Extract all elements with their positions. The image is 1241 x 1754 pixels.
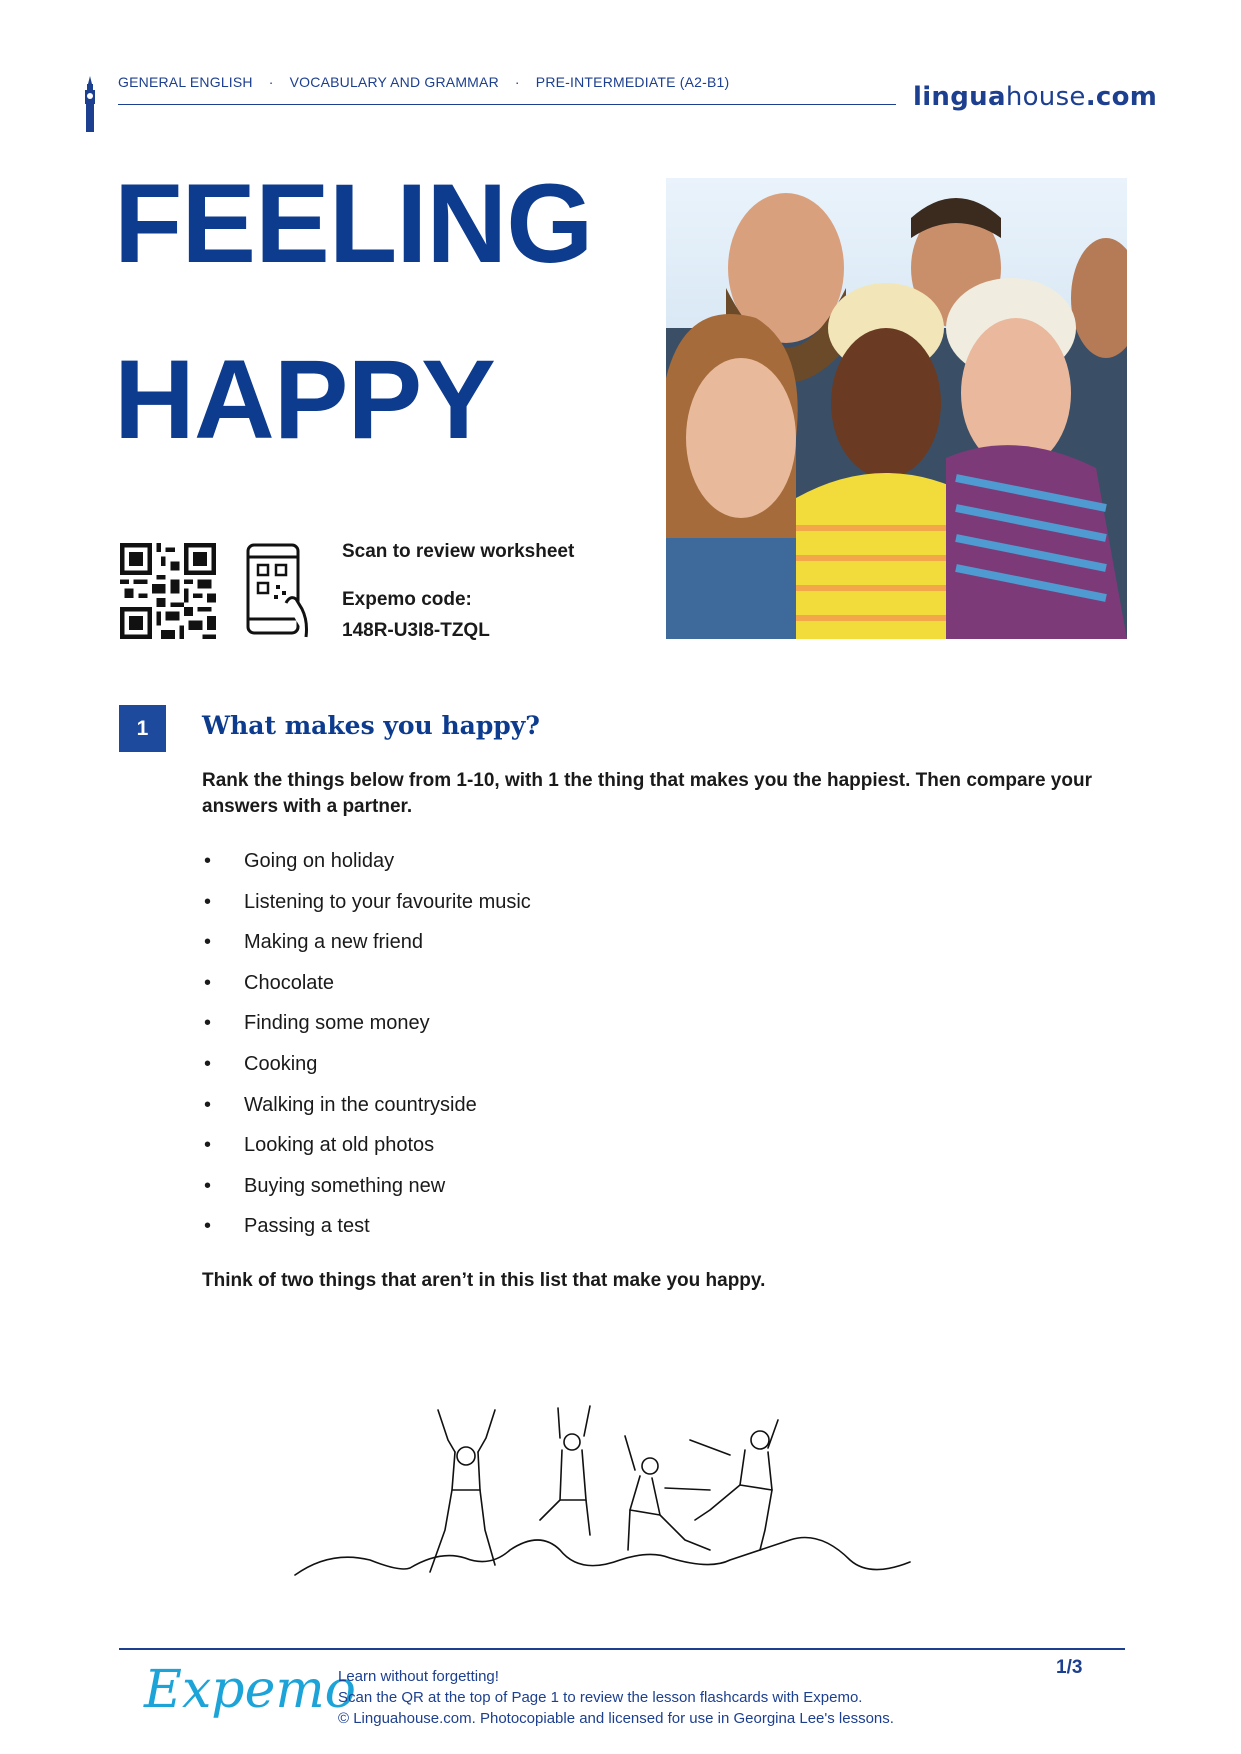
list-item bbox=[202, 1211, 531, 1252]
list-item-text: Chocolate bbox=[244, 971, 335, 994]
expemo-code-value: 148R-U3I8-TZQL bbox=[342, 620, 490, 641]
big-ben-icon bbox=[82, 76, 98, 132]
bullet-icon: • bbox=[204, 850, 212, 872]
breadcrumb bbox=[118, 74, 729, 90]
breadcrumb-separator: · bbox=[268, 74, 274, 90]
list-item bbox=[202, 887, 531, 928]
section-instructions: Rank the things below from 1-10, with 1 the thing that makes you the happiest. Then compare your answers with a partner. bbox=[202, 770, 1092, 817]
phone-scan-icon bbox=[246, 543, 310, 639]
list-item bbox=[202, 1171, 531, 1212]
linguahouse-logo[interactable]: linguahouse.com bbox=[913, 82, 1158, 112]
bullet-icon: • bbox=[204, 1134, 212, 1157]
list-item bbox=[202, 927, 531, 968]
footer-copyright: © Linguahouse.com. Photocopiable and licensed for use in Georgina Lee's lessons. bbox=[338, 1710, 894, 1727]
scan-to-review-label: Scan to review worksheet bbox=[342, 541, 575, 562]
list-item bbox=[202, 968, 531, 1009]
list-item bbox=[202, 846, 531, 887]
breadcrumb-level-1: GENERAL ENGLISH bbox=[118, 74, 253, 90]
header-divider bbox=[118, 104, 896, 105]
followup-instruction: Think of two things that aren’t in this list that make you happy. bbox=[202, 1270, 766, 1291]
qr-code-icon[interactable] bbox=[120, 543, 216, 639]
breadcrumb-level-2: VOCABULARY AND GRAMMAR bbox=[289, 74, 499, 90]
section-number-badge: 1 bbox=[119, 705, 166, 752]
page-title-line-2: HAPPY bbox=[114, 337, 495, 462]
bullet-icon: • bbox=[204, 1093, 212, 1116]
list-item bbox=[202, 1130, 531, 1171]
list-item-text: Looking at old photos bbox=[244, 1134, 435, 1157]
expemo-code-label: Expemo code: bbox=[342, 589, 472, 610]
bullet-icon: • bbox=[204, 971, 212, 994]
bullet-icon: • bbox=[204, 1174, 212, 1197]
page-number: 1/3 bbox=[1056, 1657, 1083, 1678]
footer-divider bbox=[119, 1648, 1125, 1650]
list-item bbox=[202, 1049, 531, 1090]
bullet-icon: • bbox=[204, 1012, 212, 1035]
page-title-line-1: FEELING bbox=[114, 161, 593, 286]
list-item-text: Buying something new bbox=[244, 1174, 446, 1197]
breadcrumb-separator: · bbox=[514, 74, 520, 90]
list-item bbox=[202, 1008, 531, 1049]
list-item-text: Passing a test bbox=[244, 1215, 370, 1238]
footer-text bbox=[338, 1666, 894, 1729]
list-item-text: Listening to your favourite music bbox=[244, 890, 531, 913]
list-item-text: Making a new friend bbox=[244, 931, 423, 954]
bullet-icon: • bbox=[204, 931, 212, 954]
list-item-text: Walking in the countryside bbox=[244, 1093, 477, 1116]
list-item-text: Cooking bbox=[244, 1052, 318, 1075]
jumping-people-illustration bbox=[290, 1400, 918, 1585]
happiness-list bbox=[202, 846, 531, 1252]
section-title: What makes you happy? bbox=[202, 711, 540, 740]
breadcrumb-level-3: PRE-INTERMEDIATE (A2-B1) bbox=[535, 74, 730, 90]
footer-scan-note: Scan the QR at the top of Page 1 to review the lesson flashcards with Expemo. bbox=[338, 1689, 863, 1706]
list-item-text: Finding some money bbox=[244, 1012, 430, 1035]
bullet-icon: • bbox=[204, 1052, 212, 1075]
list-item-text: Going on holiday bbox=[244, 850, 395, 872]
happy-friends-photo bbox=[666, 178, 1127, 639]
bullet-icon: • bbox=[204, 890, 212, 913]
list-item bbox=[202, 1090, 531, 1131]
footer-tagline: Learn without forgetting! bbox=[338, 1668, 499, 1685]
expemo-logo[interactable]: Expemo bbox=[144, 1660, 356, 1720]
bullet-icon: • bbox=[204, 1215, 212, 1238]
